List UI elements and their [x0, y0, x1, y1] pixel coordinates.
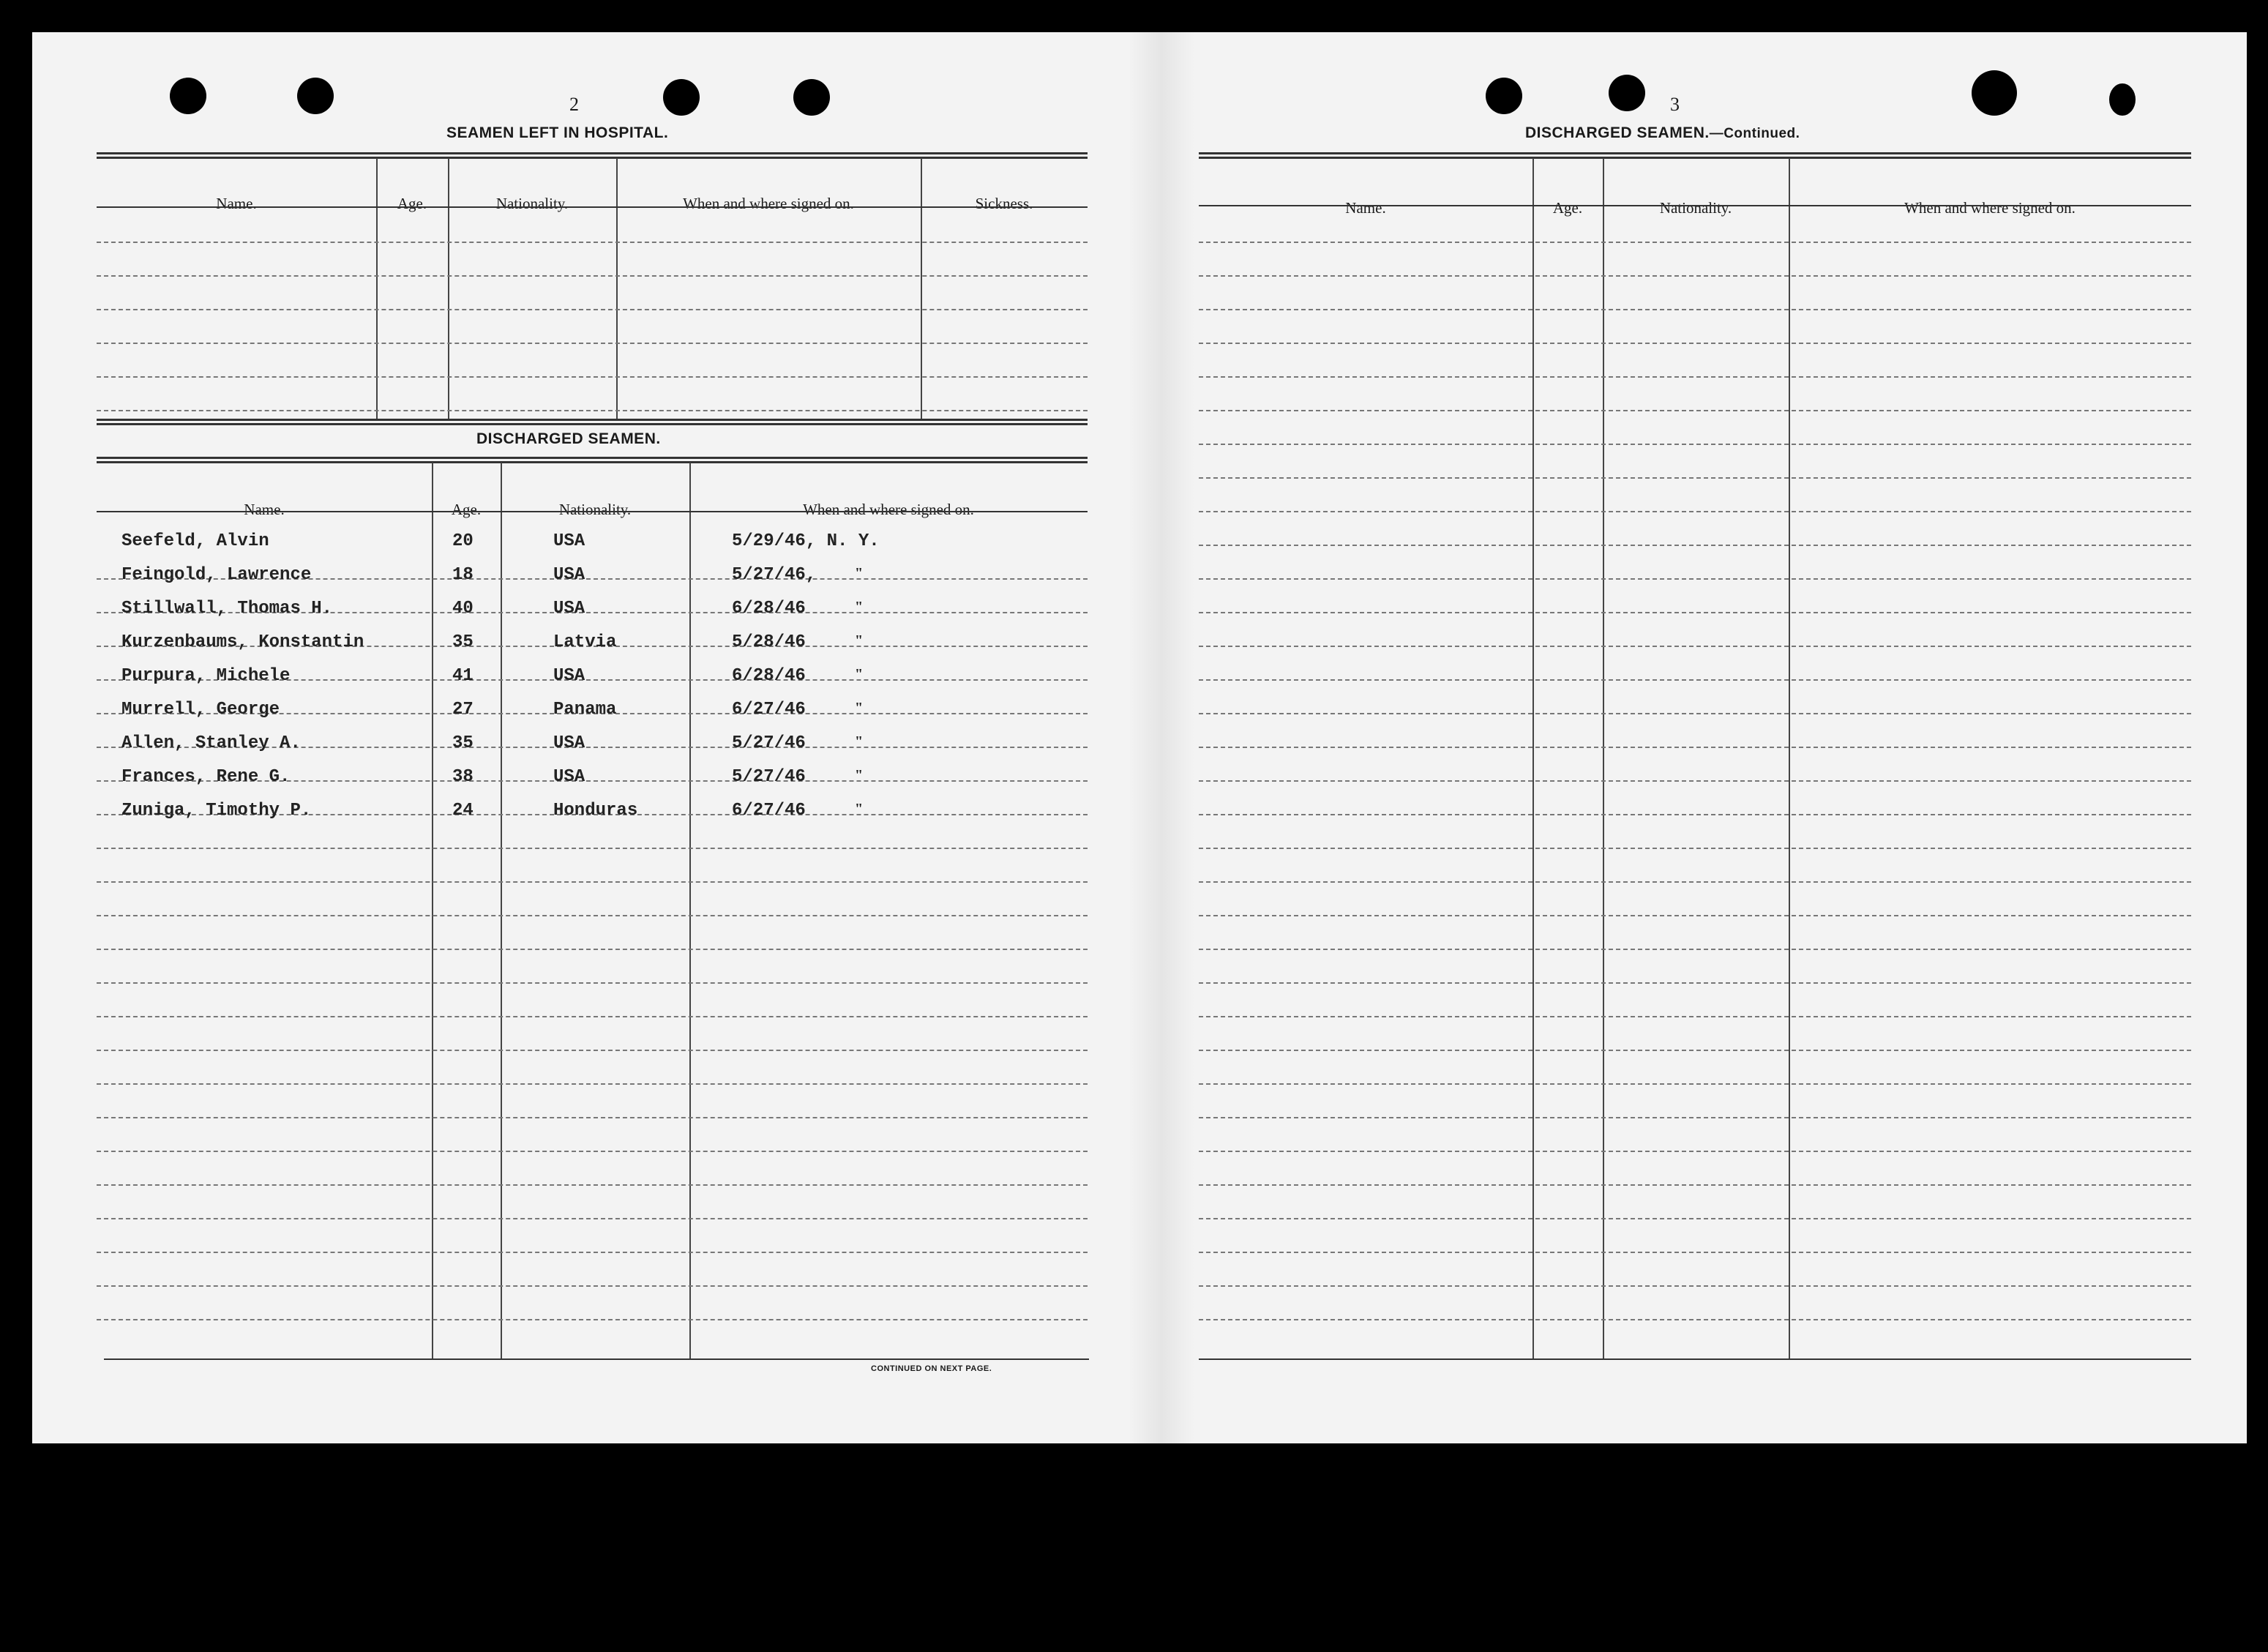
right-ruled-line [1199, 1117, 2191, 1118]
right-ruled-line [1199, 242, 2191, 243]
hosp-column-divider [448, 158, 449, 419]
hosp-ruled-line [97, 275, 1088, 277]
dis-ruled-line [97, 1252, 1088, 1253]
hosp-column-divider [616, 158, 618, 419]
dis-col-header: Nationality. [558, 501, 632, 518]
seaman-signed-on: 5/28/46 [732, 632, 806, 652]
continued-note: CONTINUED ON NEXT PAGE. [871, 1364, 992, 1373]
seaman-age: 38 [452, 767, 474, 787]
page-number-right: 3 [1670, 94, 1680, 115]
hosp-column-divider [921, 158, 922, 419]
right-ruled-line [1199, 780, 2191, 782]
dis-ruled-line [97, 1016, 1088, 1017]
right-ruled-line [1199, 949, 2191, 950]
right-table-top-rule [1199, 152, 2191, 159]
right-ruled-line [1199, 1151, 2191, 1152]
seaman-nationality: USA [553, 531, 585, 551]
seaman-age: 18 [452, 565, 474, 585]
dis-ruled-line [97, 1083, 1088, 1085]
right-ruled-line [1199, 477, 2191, 479]
right-ruled-line [1199, 309, 2191, 310]
seaman-name: Kurzenbaums, Konstantin [121, 632, 364, 652]
right-ruled-line [1199, 881, 2191, 883]
right-ruled-line [1199, 848, 2191, 849]
seaman-age: 24 [452, 801, 474, 821]
dis-ruled-line [97, 1218, 1088, 1219]
right-ruled-line [1199, 1218, 2191, 1219]
punch-hole [793, 79, 830, 116]
right-ruled-line [1199, 1083, 2191, 1085]
document-page-spread [32, 32, 2247, 1443]
right-ruled-line [1199, 1252, 2191, 1253]
seaman-nationality: USA [553, 733, 585, 753]
dis-column-divider [689, 463, 691, 1358]
right-col-header: When and where signed on. [1904, 199, 2076, 217]
right-col-header: Age. [1552, 199, 1583, 217]
hosp-col-header: When and where signed on. [683, 195, 854, 212]
seaman-signed-on: 5/27/46 [732, 733, 806, 753]
seaman-signed-on: 6/28/46 [732, 666, 806, 686]
ditto-mark: " [855, 801, 864, 817]
right-ruled-line [1199, 1319, 2191, 1320]
right-section-title-main: DISCHARGED SEAMEN. [1525, 124, 1710, 141]
discharged-section-title: DISCHARGED SEAMEN. [476, 430, 661, 447]
right-ruled-line [1199, 275, 2191, 277]
hosp-column-divider [376, 158, 378, 419]
punch-hole [1609, 75, 1645, 111]
dis-column-divider [501, 463, 502, 1358]
dis-ruled-line [97, 848, 1088, 849]
hosp-col-header: Name. [216, 195, 257, 212]
right-ruled-line [1199, 814, 2191, 815]
seaman-nationality: USA [553, 599, 585, 618]
right-ruled-line [1199, 612, 2191, 613]
seaman-age: 35 [452, 632, 474, 652]
dis-ruled-line [97, 1319, 1088, 1320]
right-ruled-line [1199, 343, 2191, 344]
right-ruled-line [1199, 376, 2191, 378]
seaman-age: 35 [452, 733, 474, 753]
page-number-left: 2 [569, 94, 579, 115]
seaman-nationality: Panama [553, 700, 617, 720]
seaman-age: 20 [452, 531, 474, 551]
ditto-mark: " [855, 666, 864, 682]
right-header-rule [1199, 205, 2191, 206]
seaman-name: Purpura, Michele [121, 666, 291, 686]
seaman-name: Stillwall, Thomas H. [121, 599, 333, 618]
dis-ruled-line [97, 1151, 1088, 1152]
right-column-divider [1603, 158, 1604, 1358]
punch-hole [1972, 70, 2017, 116]
ditto-mark: " [855, 632, 864, 649]
right-ruled-line [1199, 1016, 2191, 1017]
ditto-mark: " [855, 700, 864, 716]
hosp-ruled-line [97, 309, 1088, 310]
hospital-table-top-rule [97, 152, 1088, 159]
hospital-section-title: SEAMEN LEFT IN HOSPITAL. [446, 124, 669, 141]
right-ruled-line [1199, 410, 2191, 411]
right-column-divider [1789, 158, 1790, 1358]
dis-ruled-line [97, 1117, 1088, 1118]
right-ruled-line [1199, 915, 2191, 916]
right-section-title-suffix: —Continued. [1709, 126, 1800, 141]
seaman-signed-on: 6/28/46 [732, 599, 806, 618]
dis-ruled-line [97, 881, 1088, 883]
dis-col-header: Name. [244, 501, 285, 518]
hospital-header-rule [97, 206, 1088, 208]
right-ruled-line [1199, 1184, 2191, 1186]
right-ruled-line [1199, 545, 2191, 546]
hosp-col-header: Nationality. [495, 195, 569, 212]
ditto-mark: " [855, 767, 864, 783]
seaman-nationality: USA [553, 666, 585, 686]
seaman-name: Zuniga, Timothy P. [121, 801, 312, 821]
discharged-table-top-rule [97, 457, 1088, 463]
seaman-signed-on: 6/27/46 [732, 801, 806, 821]
right-ruled-line [1199, 713, 2191, 714]
seaman-signed-on: 5/27/46, [732, 565, 817, 585]
seaman-age: 40 [452, 599, 474, 618]
discharged-header-rule [97, 511, 1088, 512]
hosp-col-header: Sickness. [975, 195, 1033, 212]
seaman-signed-on: 5/27/46 [732, 767, 806, 787]
seaman-nationality: USA [553, 767, 585, 787]
seaman-name: Seefeld, Alvin [121, 531, 269, 551]
punch-hole [297, 78, 334, 114]
dis-ruled-line [97, 915, 1088, 916]
right-column-divider [1532, 158, 1534, 1358]
seaman-name: Feingold, Lawrence [121, 565, 312, 585]
hosp-col-header: Age. [397, 195, 427, 212]
right-ruled-line [1199, 679, 2191, 681]
seaman-name: Murrell, George [121, 700, 280, 720]
dis-ruled-line [97, 949, 1088, 950]
seaman-name: Allen, Stanley A. [121, 733, 301, 753]
seaman-age: 41 [452, 666, 474, 686]
dis-column-divider [432, 463, 433, 1358]
right-ruled-line [1199, 444, 2191, 445]
right-col-header: Name. [1345, 199, 1386, 217]
punch-hole [1486, 78, 1522, 114]
right-ruled-line [1199, 747, 2191, 748]
dis-ruled-line [97, 1285, 1088, 1287]
dis-ruled-line [97, 982, 1088, 984]
right-section-title [1525, 124, 1800, 142]
hosp-ruled-line [97, 376, 1088, 378]
ditto-mark: " [855, 599, 864, 615]
dis-col-header: When and where signed on. [803, 501, 974, 518]
seaman-nationality: Honduras [553, 801, 638, 821]
dis-ruled-line [97, 1050, 1088, 1051]
discharged-table-bottom-rule [104, 1358, 1089, 1360]
right-ruled-line [1199, 578, 2191, 580]
hosp-ruled-line [97, 410, 1088, 411]
right-ruled-line [1199, 1050, 2191, 1051]
seaman-signed-on: 5/29/46, N. Y. [732, 531, 880, 551]
right-table-bottom-rule [1199, 1358, 2191, 1360]
page-spine [1129, 32, 1194, 1443]
right-ruled-line [1199, 646, 2191, 647]
seaman-nationality: Latvia [553, 632, 617, 652]
punch-hole [2109, 83, 2136, 116]
hospital-table-bottom-rule [97, 419, 1088, 425]
seaman-nationality: USA [553, 565, 585, 585]
right-ruled-line [1199, 982, 2191, 984]
seaman-age: 27 [452, 700, 474, 720]
punch-hole [170, 78, 206, 114]
dis-col-header: Age. [451, 501, 482, 518]
hosp-ruled-line [97, 242, 1088, 243]
hosp-ruled-line [97, 343, 1088, 344]
punch-hole [663, 79, 700, 116]
ditto-mark: " [855, 733, 864, 750]
right-ruled-line [1199, 511, 2191, 512]
right-col-header: Nationality. [1659, 199, 1732, 217]
dis-ruled-line [97, 1184, 1088, 1186]
ditto-mark: " [855, 565, 864, 581]
seaman-signed-on: 6/27/46 [732, 700, 806, 720]
seaman-name: Frances, Rene G. [121, 767, 291, 787]
right-ruled-line [1199, 1285, 2191, 1287]
